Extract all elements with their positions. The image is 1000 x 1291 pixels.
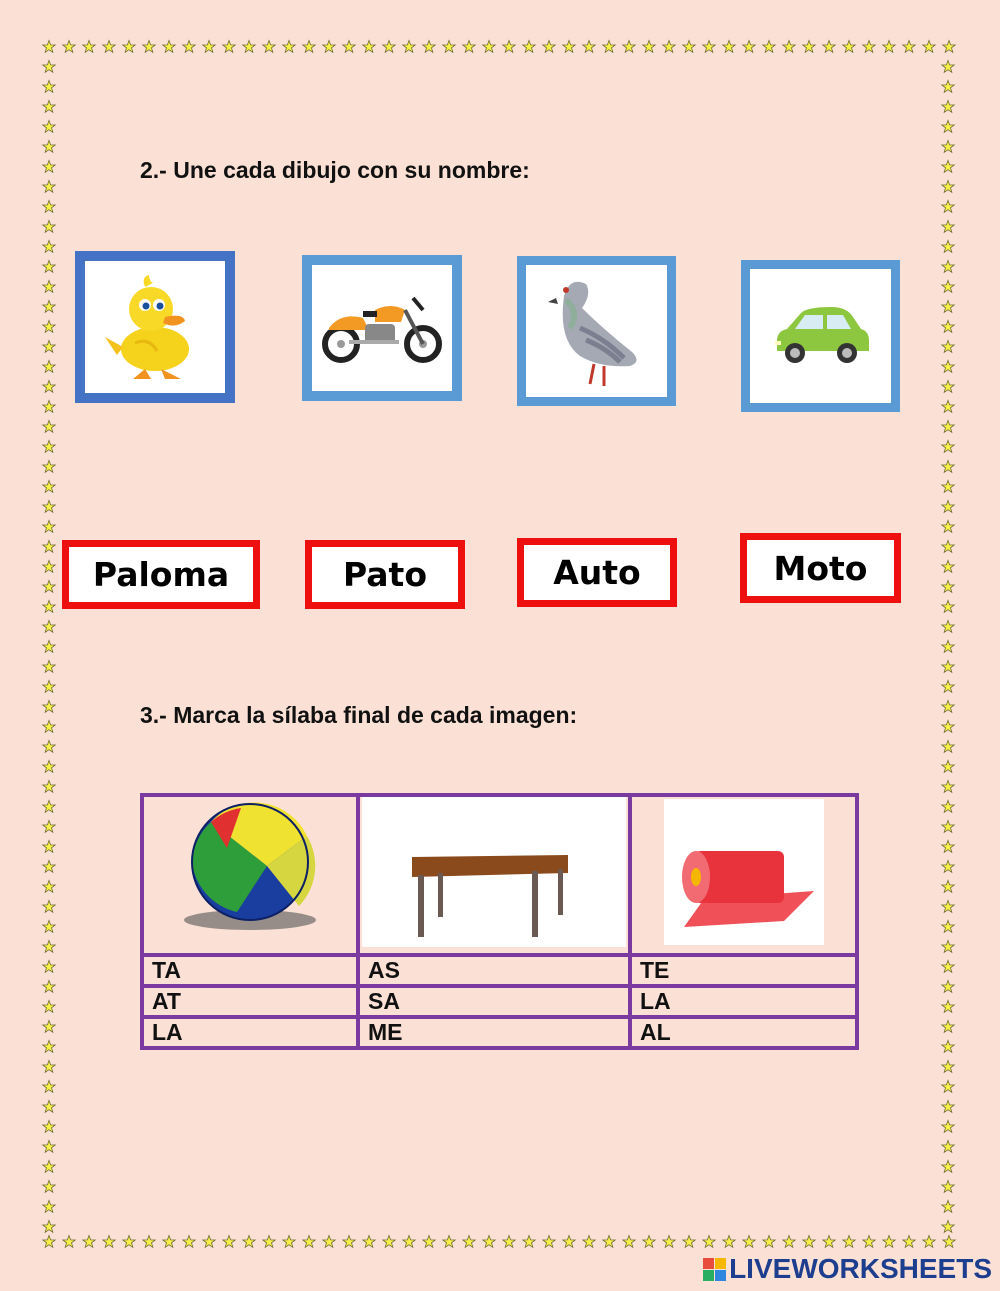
border-star: [43, 301, 55, 313]
border-star: [942, 1161, 954, 1173]
border-star: [43, 741, 55, 753]
duck-icon: [95, 267, 215, 387]
border-star: [703, 41, 715, 53]
border-star: [783, 41, 795, 53]
border-star: [942, 861, 954, 873]
border-star: [83, 1236, 95, 1248]
border-star: [403, 1236, 415, 1248]
border-star: [43, 1001, 55, 1013]
border-star: [942, 841, 954, 853]
border-star: [43, 801, 55, 813]
border-star: [203, 41, 215, 53]
border-star: [942, 221, 954, 233]
border-star: [942, 641, 954, 653]
border-star: [43, 341, 55, 353]
border-star: [523, 1236, 535, 1248]
border-star: [143, 1236, 155, 1248]
border-star: [43, 421, 55, 433]
liveworksheets-logo[interactable]: [703, 1253, 992, 1285]
border-star: [503, 41, 515, 53]
border-star: [163, 1236, 175, 1248]
border-star: [43, 161, 55, 173]
picture-card-pigeon[interactable]: [517, 256, 676, 406]
border-star: [63, 41, 75, 53]
border-star: [942, 1201, 954, 1213]
border-star: [783, 1236, 795, 1248]
border-star: [623, 1236, 635, 1248]
logo-blocks-icon: [703, 1258, 726, 1281]
border-star: [43, 1221, 55, 1233]
border-star: [943, 1236, 955, 1248]
border-star: [43, 1236, 55, 1248]
border-star: [942, 301, 954, 313]
border-star: [43, 61, 55, 73]
border-star: [942, 341, 954, 353]
image-cell-ball: [142, 795, 358, 955]
border-star: [43, 981, 55, 993]
border-star: [942, 541, 954, 553]
border-star: [843, 41, 855, 53]
border-star: [943, 41, 955, 53]
border-star: [43, 1161, 55, 1173]
border-star: [942, 621, 954, 633]
star-layer: [43, 41, 955, 1248]
border-star: [43, 1081, 55, 1093]
border-star: [723, 41, 735, 53]
border-star: [643, 41, 655, 53]
border-star: [223, 41, 235, 53]
word-card-paloma[interactable]: Paloma: [62, 540, 260, 609]
border-star: [243, 41, 255, 53]
border-star: [942, 981, 954, 993]
border-star: [942, 1101, 954, 1113]
border-star: [43, 261, 55, 273]
border-star: [942, 901, 954, 913]
border-star: [843, 1236, 855, 1248]
border-star: [43, 601, 55, 613]
border-star: [43, 841, 55, 853]
border-star: [663, 1236, 675, 1248]
border-star: [923, 41, 935, 53]
border-star: [43, 761, 55, 773]
border-star: [942, 261, 954, 273]
border-star: [763, 41, 775, 53]
border-star: [942, 1081, 954, 1093]
image-cell-table: [358, 795, 630, 955]
border-star: [43, 921, 55, 933]
border-star: [43, 321, 55, 333]
option-rug-2[interactable]: LA: [630, 986, 857, 1017]
logo-text: LIVEWORKSHEETS: [729, 1253, 992, 1284]
border-star: [483, 41, 495, 53]
border-star: [683, 41, 695, 53]
section-3-title: 3.- Marca la sílaba final de cada imagen:: [140, 702, 578, 728]
rug-roll-icon: [664, 799, 824, 945]
border-star: [303, 1236, 315, 1248]
border-star: [942, 481, 954, 493]
border-star: [942, 681, 954, 693]
border-star: [523, 41, 535, 53]
border-star: [923, 1236, 935, 1248]
border-star: [43, 1021, 55, 1033]
border-star: [83, 41, 95, 53]
pigeon-icon: [534, 268, 660, 394]
border-star: [43, 621, 55, 633]
border-star: [243, 1236, 255, 1248]
border-star: [43, 521, 55, 533]
border-star: [43, 281, 55, 293]
border-star: [903, 1236, 915, 1248]
border-star: [942, 701, 954, 713]
border-star: [942, 661, 954, 673]
border-star: [942, 1221, 954, 1233]
border-star: [543, 41, 555, 53]
border-star: [942, 441, 954, 453]
border-star: [883, 1236, 895, 1248]
word-card-pato[interactable]: Pato: [305, 540, 465, 609]
border-star: [163, 41, 175, 53]
syllable-table: [140, 793, 859, 1050]
border-star: [363, 1236, 375, 1248]
border-star: [942, 741, 954, 753]
border-star: [823, 1236, 835, 1248]
border-star: [43, 961, 55, 973]
border-star: [43, 1041, 55, 1053]
border-star: [942, 581, 954, 593]
border-star: [463, 41, 475, 53]
border-star: [723, 1236, 735, 1248]
border-star: [43, 441, 55, 453]
image-cell-rug: [630, 795, 857, 955]
word-card-moto[interactable]: Moto: [740, 533, 901, 603]
picture-card-motorcycle[interactable]: [302, 255, 462, 401]
border-star: [43, 941, 55, 953]
border-star: [43, 721, 55, 733]
border-star: [323, 41, 335, 53]
border-star: [942, 781, 954, 793]
border-star: [743, 1236, 755, 1248]
border-star: [43, 201, 55, 213]
border-star: [623, 41, 635, 53]
border-star: [283, 1236, 295, 1248]
border-star: [942, 961, 954, 973]
border-star: [43, 821, 55, 833]
border-star: [43, 901, 55, 913]
border-star: [43, 1181, 55, 1193]
border-star: [263, 41, 275, 53]
border-star: [43, 361, 55, 373]
border-star: [942, 461, 954, 473]
border-star: [942, 61, 954, 73]
border-star: [43, 41, 55, 53]
border-star: [43, 1121, 55, 1133]
border-star: [43, 1101, 55, 1113]
option-table-1[interactable]: AS: [358, 955, 630, 986]
option-row-2: [142, 986, 857, 1017]
border-star: [303, 41, 315, 53]
border-star: [183, 41, 195, 53]
border-star: [43, 1061, 55, 1073]
border-star: [43, 1141, 55, 1153]
border-star: [643, 1236, 655, 1248]
option-row-1: [142, 955, 857, 986]
border-star: [183, 1236, 195, 1248]
border-star: [743, 41, 755, 53]
border-star: [483, 1236, 495, 1248]
border-star: [343, 41, 355, 53]
border-star: [942, 941, 954, 953]
border-star: [283, 41, 295, 53]
border-star: [123, 41, 135, 53]
border-star: [43, 221, 55, 233]
border-star: [603, 1236, 615, 1248]
border-star: [942, 881, 954, 893]
border-star: [942, 921, 954, 933]
border-star: [43, 101, 55, 113]
border-star: [942, 1061, 954, 1073]
border-star: [263, 1236, 275, 1248]
border-star: [43, 541, 55, 553]
border-star: [43, 661, 55, 673]
section-2-title: 2.- Une cada dibujo con su nombre:: [140, 157, 530, 183]
border-star: [43, 781, 55, 793]
border-star: [703, 1236, 715, 1248]
border-star: [403, 41, 415, 53]
border-star: [663, 41, 675, 53]
border-star: [942, 141, 954, 153]
picture-card-duck[interactable]: [75, 251, 235, 403]
border-star: [43, 401, 55, 413]
border-star: [203, 1236, 215, 1248]
border-star: [942, 821, 954, 833]
border-star: [343, 1236, 355, 1248]
option-rug-3[interactable]: AL: [630, 1017, 857, 1048]
border-star: [942, 521, 954, 533]
border-star: [443, 41, 455, 53]
border-star: [942, 1141, 954, 1153]
border-star: [43, 501, 55, 513]
border-star: [383, 41, 395, 53]
border-star: [43, 681, 55, 693]
border-star: [463, 1236, 475, 1248]
border-star: [903, 41, 915, 53]
picture-card-car[interactable]: [741, 260, 900, 412]
border-star: [583, 41, 595, 53]
border-star: [883, 41, 895, 53]
border-star: [43, 561, 55, 573]
border-star: [603, 41, 615, 53]
border-star: [863, 41, 875, 53]
border-star: [143, 41, 155, 53]
border-star: [942, 1041, 954, 1053]
border-star: [43, 581, 55, 593]
border-star: [43, 141, 55, 153]
border-star: [223, 1236, 235, 1248]
border-star: [942, 101, 954, 113]
border-star: [43, 701, 55, 713]
ball-icon: [175, 802, 325, 942]
border-star: [942, 161, 954, 173]
border-star: [942, 1121, 954, 1133]
option-ball-2[interactable]: AT: [142, 986, 358, 1017]
border-star: [942, 281, 954, 293]
option-ball-1[interactable]: TA: [142, 955, 358, 986]
border-star: [43, 1201, 55, 1213]
option-table-2[interactable]: SA: [358, 986, 630, 1017]
word-card-auto[interactable]: Auto: [517, 538, 677, 607]
border-star: [942, 121, 954, 133]
image-row: [142, 795, 857, 955]
border-star: [863, 1236, 875, 1248]
border-star: [43, 881, 55, 893]
border-star: [43, 461, 55, 473]
option-rug-1[interactable]: TE: [630, 955, 857, 986]
border-star: [503, 1236, 515, 1248]
border-star: [942, 1021, 954, 1033]
border-star: [43, 381, 55, 393]
border-star: [43, 861, 55, 873]
border-star: [423, 1236, 435, 1248]
border-star: [363, 41, 375, 53]
border-star: [942, 401, 954, 413]
border-star: [443, 1236, 455, 1248]
border-star: [942, 1181, 954, 1193]
border-star: [103, 1236, 115, 1248]
border-star: [103, 41, 115, 53]
border-star: [803, 41, 815, 53]
border-star: [942, 81, 954, 93]
border-star: [383, 1236, 395, 1248]
border-star: [43, 641, 55, 653]
border-star: [942, 721, 954, 733]
border-star: [942, 241, 954, 253]
border-star: [763, 1236, 775, 1248]
border-star: [423, 41, 435, 53]
table-icon: [362, 797, 626, 947]
border-star: [43, 181, 55, 193]
border-star: [43, 121, 55, 133]
border-star: [942, 421, 954, 433]
option-table-3[interactable]: ME: [358, 1017, 630, 1048]
motorcycle-icon: [319, 288, 445, 368]
border-star: [823, 41, 835, 53]
option-row-3: [142, 1017, 857, 1048]
border-star: [942, 181, 954, 193]
border-star: [942, 561, 954, 573]
border-star: [942, 1001, 954, 1013]
option-ball-3[interactable]: LA: [142, 1017, 358, 1048]
car-icon: [771, 301, 871, 371]
border-star: [563, 1236, 575, 1248]
border-star: [583, 1236, 595, 1248]
border-star: [942, 801, 954, 813]
border-star: [942, 601, 954, 613]
border-star: [942, 381, 954, 393]
border-star: [323, 1236, 335, 1248]
border-star: [43, 241, 55, 253]
border-star: [942, 201, 954, 213]
border-star: [683, 1236, 695, 1248]
border-star: [803, 1236, 815, 1248]
border-star: [43, 81, 55, 93]
border-star: [43, 481, 55, 493]
border-star: [942, 361, 954, 373]
border-star: [942, 321, 954, 333]
border-star: [942, 761, 954, 773]
border-star: [543, 1236, 555, 1248]
border-star: [563, 41, 575, 53]
border-star: [63, 1236, 75, 1248]
border-star: [123, 1236, 135, 1248]
border-star: [942, 501, 954, 513]
